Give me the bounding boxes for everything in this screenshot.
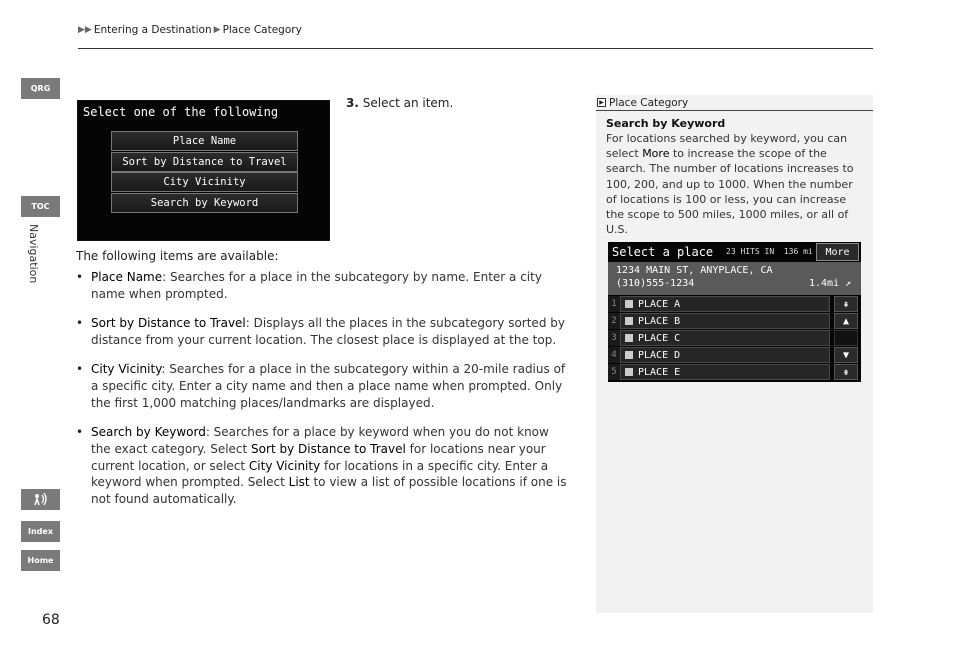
breadcrumb-arrow-icon: ▶ <box>213 25 221 35</box>
row-number: 2 <box>611 316 617 326</box>
section-label: Navigation <box>27 224 40 284</box>
home-button[interactable]: Home <box>21 550 60 571</box>
place-icon <box>625 351 633 359</box>
breadcrumb-current-place-category: Place Category <box>222 24 302 36</box>
keyword: Search by Keyword <box>91 425 206 440</box>
item-description: for locations near your current location, or select <box>91 441 546 473</box>
screen-menu-item-sort-by-distance: Sort by Distance to Travel <box>111 152 298 172</box>
scroll-track <box>834 330 858 346</box>
screen-menu-item-city-vicinity: City Vicinity <box>111 172 298 192</box>
screen-title: Select one of the following <box>83 105 279 119</box>
keyword: City Vicinity <box>248 458 321 473</box>
place-name: PLACE A <box>638 298 681 310</box>
row-number: 5 <box>611 367 617 377</box>
keyword: Place Name <box>91 270 163 284</box>
page-down-icon: ⇟ <box>834 364 858 380</box>
place-distance <box>809 278 851 289</box>
place-row <box>608 296 830 312</box>
keyword: Sort by Distance to Travel <box>251 441 406 456</box>
place-list <box>608 296 830 381</box>
page-up-icon: ⇞ <box>834 296 858 312</box>
qrg-button[interactable]: QRG <box>21 78 60 99</box>
step-number: 3. <box>346 96 359 110</box>
place-row <box>608 364 830 380</box>
results-screenshot <box>608 242 861 382</box>
index-button[interactable]: Index <box>21 521 60 542</box>
keyword: Sort by Distance to Travel <box>91 316 246 331</box>
scroll-controls <box>834 296 858 381</box>
place-cell <box>620 364 830 380</box>
row-number: 4 <box>611 350 617 360</box>
distance-text: 1.4mi <box>809 278 840 289</box>
place-icon <box>625 368 633 376</box>
place-icon <box>625 334 633 342</box>
note-icon: ▶ <box>597 98 606 107</box>
screen-menu-item-place-name: Place Name <box>111 131 298 151</box>
direction-arrow-icon: ↗ <box>845 278 852 289</box>
place-address: 1234 MAIN ST, ANYPLACE, CA <box>616 265 773 276</box>
row-number: 3 <box>611 333 617 343</box>
keyword: City Vicinity <box>91 362 162 377</box>
place-icon <box>625 317 633 325</box>
breadcrumb-link-entering-destination[interactable]: Entering a Destination <box>93 24 212 36</box>
list-item <box>76 315 572 349</box>
panel-text-part: For locations searched by keyword, you can select <box>606 132 848 161</box>
header-divider <box>78 48 873 49</box>
items-list <box>76 269 572 521</box>
toc-button[interactable]: TOC <box>21 196 60 217</box>
item-description: for locations in a specific city. Enter a keyword when prompted. Select <box>91 458 549 490</box>
row-number: 1 <box>611 299 617 309</box>
breadcrumb-arrow-icon: ▶▶ <box>78 25 92 35</box>
item-description: to view a list of possible locations if one is not found automatically. <box>91 475 567 507</box>
place-name: PLACE C <box>638 332 681 344</box>
intro-text: The following items are available: <box>76 249 279 263</box>
panel-text <box>606 131 862 237</box>
item-description: : Displays all the places in the subcategory sorted by distance from your current location. The closest place is displayed at the top. <box>91 316 565 347</box>
page-number: 68 <box>42 612 60 628</box>
screen-title: Select a place <box>612 245 714 259</box>
place-phone: (310)555-1234 <box>616 278 695 289</box>
panel-header-text: Place Category <box>609 96 689 109</box>
step-instruction <box>346 96 453 110</box>
voice-command-button[interactable] <box>21 489 60 510</box>
item-description: : Searches for a place in the subcategory by name. Enter a city name when prompted. <box>91 270 542 301</box>
place-cell <box>620 330 830 346</box>
hits-text: 23 HITS IN <box>726 247 775 256</box>
place-row <box>608 330 830 346</box>
step-text: Select an item. <box>362 96 454 110</box>
place-cell <box>620 313 830 329</box>
place-name: PLACE E <box>638 366 681 378</box>
more-button: More <box>816 243 859 261</box>
place-row <box>608 313 830 329</box>
keyword: List <box>288 475 310 490</box>
scroll-up-icon: ▲ <box>834 313 858 329</box>
place-info <box>608 262 861 295</box>
list-item <box>76 269 572 303</box>
scroll-down-icon: ▼ <box>834 347 858 363</box>
place-cell <box>620 296 830 312</box>
item-description: : Searches for a place in the subcategory within a 20-mile radius of a specific city. Enter a city name and then a place name when prompted. Only the first 1,000 matching places/landmarks are displayed. <box>91 362 566 410</box>
list-item <box>76 424 572 508</box>
voice-icon <box>33 492 49 508</box>
place-cell <box>620 347 830 363</box>
radius-text: 136 mi <box>783 247 813 256</box>
item-description: : Searches for a place by keyword when you do not know the exact category. Select <box>91 425 549 456</box>
panel-header <box>596 95 873 111</box>
place-icon <box>625 300 633 308</box>
list-item <box>76 361 572 411</box>
panel-body <box>596 111 873 237</box>
screen-menu-item-search-by-keyword: Search by Keyword <box>111 193 298 213</box>
breadcrumb <box>78 24 302 36</box>
menu-screenshot <box>77 100 330 241</box>
panel-subheading: Search by Keyword <box>606 117 726 130</box>
place-name: PLACE D <box>638 349 681 361</box>
panel-text-part: to increase the scope of the search. The number of locations increases to 100, 200, and up to 1000. When the number of locations is 100 or less, you can increase the scope to 500 miles, 1000 miles, or all of U.S. <box>606 147 854 237</box>
keyword: More <box>642 147 670 161</box>
screen-menu-list <box>111 131 298 213</box>
hit-count <box>726 247 813 256</box>
place-name: PLACE B <box>638 315 681 327</box>
place-row <box>608 347 830 363</box>
